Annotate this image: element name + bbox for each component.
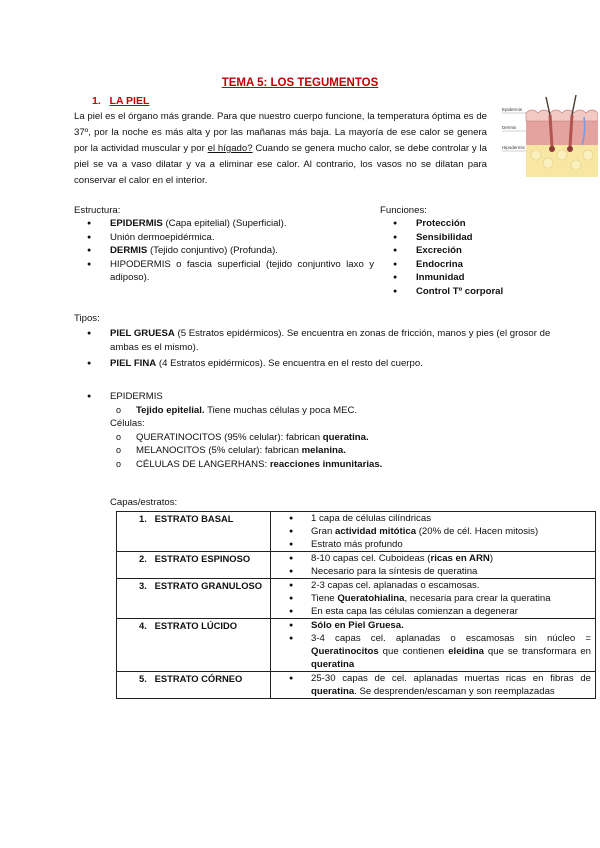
figure-label-hipodermis: Hipodermis <box>502 145 525 150</box>
epidermis-heading: ● EPIDERMIS <box>84 390 564 404</box>
figure-label-dermis: Dermis <box>502 125 517 130</box>
funciones-item: ● Protección <box>390 217 590 231</box>
funciones-label: Funciones: <box>380 205 427 216</box>
capa-description <box>271 579 596 619</box>
capa-row <box>117 552 596 579</box>
capa-detail: ● Tiene Queratohialina, necesaria para crear la queratina <box>271 592 595 605</box>
funciones-item: ● Inmunidad <box>390 271 590 285</box>
epidermis-block <box>84 390 564 471</box>
funciones-item: ● Endocrina <box>390 258 590 272</box>
capa-name: 2. ESTRATO ESPINOSO <box>117 552 271 579</box>
epidermis-tissue: o Tejido epitelial. Tiene muchas células y poca MEC. <box>110 404 564 418</box>
capa-name: 3. ESTRATO GRANULOSO <box>117 579 271 619</box>
celula-item: o CÉLULAS DE LANGERHANS: reacciones inmunitarias. <box>110 458 564 472</box>
capa-name: 4. ESTRATO LÚCIDO <box>117 619 271 672</box>
capa-row <box>117 579 596 619</box>
intro-paragraph: La piel es el órgano más grande. Para que nuestro cuerpo funcione, la temperatura óptima es de 37º, por la noche es más alta y por las mañanas más baja. La mayoría de ese calor se genera por la actividad muscular y por el hígado? Cuando se genera mucho calor, se debe controlar y la piel se va a vaso dilatar y va a eliminar ese calor. Al contrario, los vasos no se dilatan para conservar el calor en el interior. <box>74 111 487 186</box>
capa-detail: ● 25-30 capas de cel. aplanadas muertas ricas en fibras de queratina. Se desprenden/escaman y son reemplazadas <box>271 672 595 698</box>
funciones-item: ● Sensibilidad <box>390 231 590 245</box>
capa-detail: ● Sólo en Piel Gruesa. <box>271 619 595 632</box>
section-heading-la-piel: 1. LA PIEL <box>92 95 150 107</box>
capa-name: 5. ESTRATO CÓRNEO <box>117 672 271 699</box>
capa-row <box>117 672 596 699</box>
estructura-item: ● DERMIS (Tejido conjuntivo) (Profunda). <box>84 244 374 258</box>
celula-item: o QUERATINOCITOS (95% celular): fabrican queratina. <box>110 431 564 445</box>
estructura-item: ● Unión dermoepidérmica. <box>84 231 374 245</box>
tipos-list <box>84 327 564 374</box>
skin-diagram <box>502 93 598 181</box>
capa-detail: ● 3-4 capas cel. aplanadas o escamosas sin núcleo = Queratinocitos que contienen eleidina que se transformara en queratina <box>271 632 595 671</box>
capa-detail: ● 8-10 capas cel. Cuboideas (ricas en ARN) <box>271 552 595 565</box>
page-title: TEMA 5: LOS TEGUMENTOS <box>221 77 379 89</box>
capa-detail: ● Gran actividad mitótica (20% de cél. Hacen mitosis) <box>271 525 595 538</box>
capa-detail: ● 2-3 capas cel. aplanadas o escamosas. <box>271 579 595 592</box>
liver-question: el hígado? <box>207 143 253 154</box>
funciones-list <box>390 217 590 298</box>
capa-detail: ● Estrato más profundo <box>271 538 595 551</box>
estructura-label: Estructura: <box>74 205 121 216</box>
celula-item: o MELANOCITOS (5% celular): fabrican melanina. <box>110 444 564 458</box>
capas-table <box>116 511 596 699</box>
estructura-item: ● HIPODERMIS o fascia superficial (tejido conjuntivo laxo y adiposo). <box>84 258 374 285</box>
capa-row <box>117 619 596 672</box>
capa-name: 1. ESTRATO BASAL <box>117 512 271 552</box>
capa-description <box>271 552 596 579</box>
estructura-list <box>84 217 374 285</box>
tipos-item: ● PIEL FINA (4 Estratos epidérmicos). Se encuentra en el resto del cuerpo. <box>84 357 564 371</box>
skin-cross-section-icon <box>502 93 598 181</box>
tipos-label: Tipos: <box>74 313 100 324</box>
capa-detail: ● Necesario para la síntesis de queratina <box>271 565 595 578</box>
celulas-label: Células: <box>110 418 145 429</box>
estructura-item: ● EPIDERMIS (Capa epitelial) (Superficial). <box>84 217 374 231</box>
capa-detail: ● 1 capa de células cilíndricas <box>271 512 595 525</box>
capa-description <box>271 619 596 672</box>
capa-row <box>117 512 596 552</box>
capas-label: Capas/estratos: <box>110 497 178 508</box>
capa-description <box>271 672 596 699</box>
capa-description <box>271 512 596 552</box>
funciones-item: ● Excreción <box>390 244 590 258</box>
capa-detail: ● En esta capa las células comienzan a degenerar <box>271 605 595 618</box>
figure-label-epidermis: Epidermis <box>502 107 523 112</box>
funciones-item: ● Control Tº corporal <box>390 285 590 299</box>
tipos-item: ● PIEL GRUESA (5 Estratos epidérmicos). Se encuentra en zonas de fricción, manos y pies (el grosor de ambas es el mismo). <box>84 327 564 354</box>
